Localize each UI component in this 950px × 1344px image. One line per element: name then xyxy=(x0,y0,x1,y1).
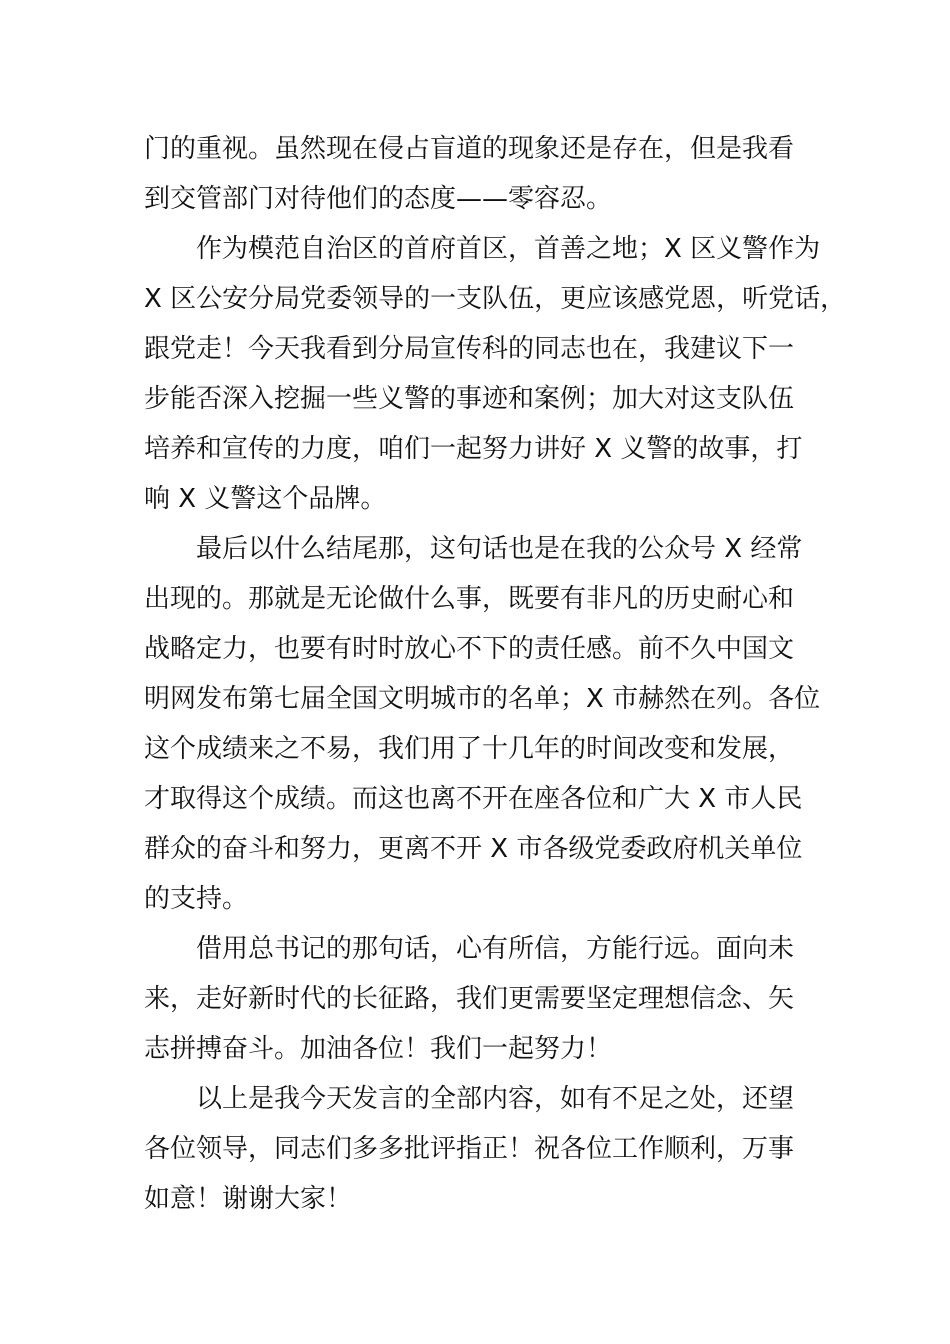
text-line: 明网发布第七届全国文明城市的名单；X 市赫然在列。各位 xyxy=(144,684,821,714)
text-line: X 区公安分局党委领导的一支队伍，更应该感党恩，听党话， xyxy=(144,284,847,314)
text-line: 培养和宣传的力度，咱们一起努力讲好 X 义警的故事，打 xyxy=(144,434,803,464)
text-line: 最后以什么结尾那，这句话也是在我的公众号 X 经常 xyxy=(196,534,803,564)
text-line: 这个成绩来之不易，我们用了十几年的时间改变和发展， xyxy=(144,734,795,764)
text-line: 来，走好新时代的长征路，我们更需要坚定理想信念、矢 xyxy=(144,984,795,1014)
document-body xyxy=(144,124,847,1224)
text-line: 各位领导，同志们多多批评指正！祝各位工作顺利，万事 xyxy=(144,1134,795,1164)
text-line: 作为模范自治区的首府首区，首善之地；X 区义警作为 xyxy=(196,234,821,264)
text-line: 到交管部门对待他们的态度——零容忍。 xyxy=(144,184,613,214)
paragraph-3 xyxy=(144,524,824,924)
text-line: 借用总书记的那句话，心有所信，方能行远。面向未 xyxy=(196,934,795,964)
text-line: 出现的。那就是无论做什么事，既要有非凡的历史耐心和 xyxy=(144,584,795,614)
paragraph-4 xyxy=(144,924,824,1074)
text-line: 跟党走！今天我看到分局宣传科的同志也在，我建议下一 xyxy=(144,334,795,364)
text-line: 以上是我今天发言的全部内容，如有不足之处，还望 xyxy=(196,1084,795,1114)
text-line: 群众的奋斗和努力，更离不开 X 市各级党委政府机关单位 xyxy=(144,834,803,864)
text-line: 步能否深入挖掘一些义警的事迹和案例；加大对这支队伍 xyxy=(144,384,795,414)
text-line: 志拼搏奋斗。加油各位！我们一起努力！ xyxy=(144,1034,613,1064)
paragraph-5 xyxy=(144,1074,824,1224)
paragraph-2 xyxy=(144,224,847,524)
text-line: 门的重视。虽然现在侵占盲道的现象还是存在，但是我看 xyxy=(144,134,795,164)
text-line: 战略定力，也要有时时放心不下的责任感。前不久中国文 xyxy=(144,634,795,664)
text-line: 如意！谢谢大家！ xyxy=(144,1184,353,1214)
text-line: 响 X 义警这个品牌。 xyxy=(144,484,387,514)
text-line: 的支持。 xyxy=(144,884,249,914)
paragraph-1 xyxy=(144,124,824,224)
text-line: 才取得这个成绩。而这也离不开在座各位和广大 X 市人民 xyxy=(144,784,803,814)
